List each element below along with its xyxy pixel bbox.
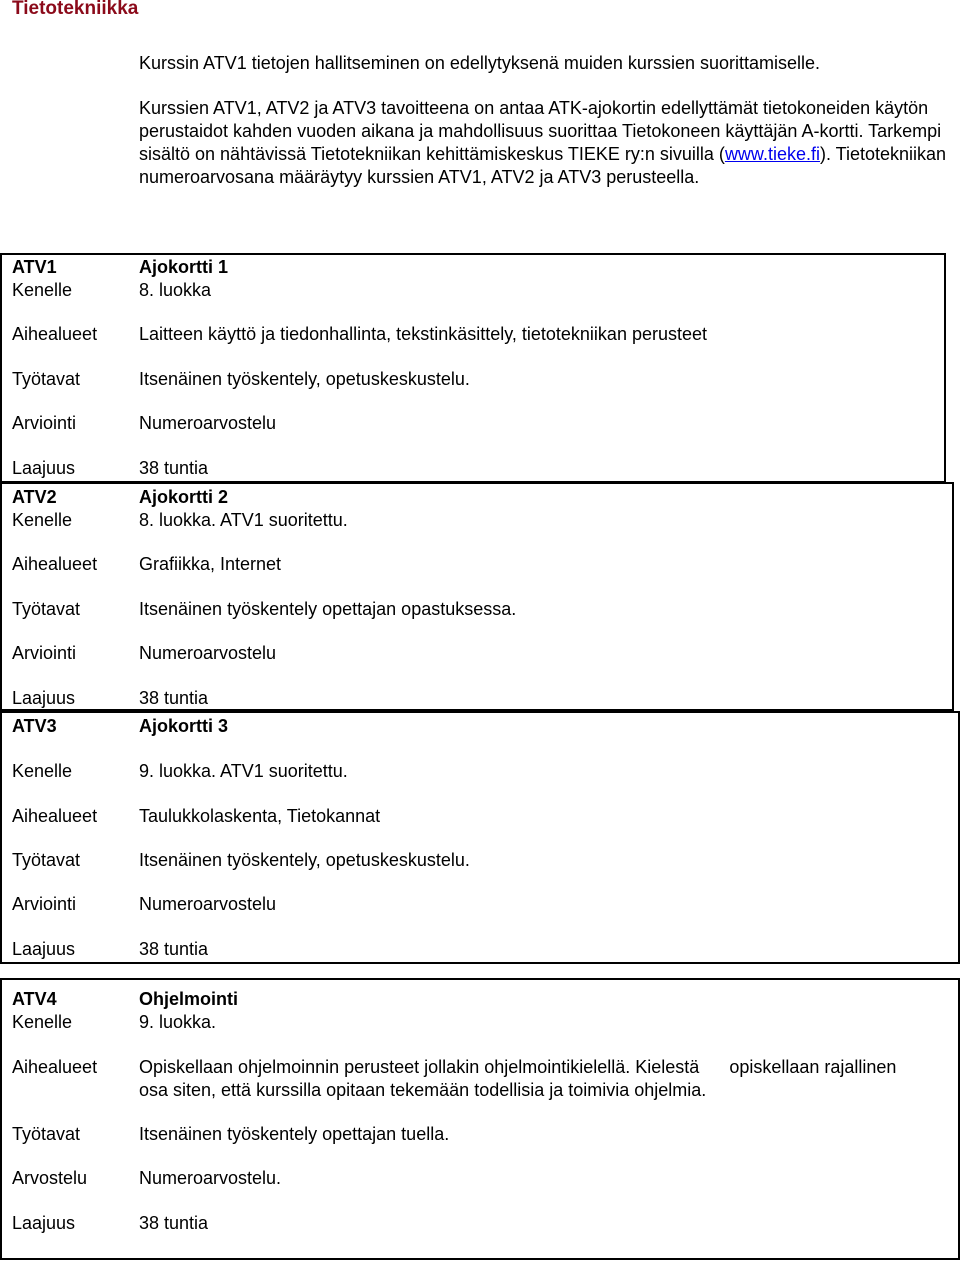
row-label: Työtavat [12, 599, 81, 619]
course-code: ATV4 [12, 989, 57, 1009]
course-row-laajuus [12, 1212, 960, 1235]
course-name: Ajokortti 1 [139, 257, 229, 277]
row-label: Arvostelu [12, 1168, 88, 1188]
course-row-laajuus [12, 938, 960, 961]
row-label: Laajuus [12, 688, 76, 708]
course-code: ATV3 [12, 716, 57, 736]
row-value: Numeroarvostelu [139, 894, 277, 914]
course-code: ATV1 [12, 257, 57, 277]
course-box-atv3 [0, 711, 960, 964]
row-value: Numeroarvostelu [139, 643, 277, 663]
course-row-kenelle [12, 279, 960, 302]
course-row-tyotavat [12, 598, 960, 621]
row-label: Kenelle [12, 510, 73, 530]
page-title: Tietotekniikka [12, 0, 139, 19]
row-value: 38 tuntia [139, 458, 209, 478]
row-label: Laajuus [12, 458, 76, 478]
row-value: Itsenäinen työskentely opettajan opastuksessa. [139, 599, 517, 619]
row-label: Aihealueet [12, 554, 98, 574]
row-value: 38 tuntia [139, 939, 209, 959]
intro-text-2a: Kurssien ATV1, ATV2 ja ATV3 tavoitteena on antaa ATK-ajokortin edellyttämät tietokoneiden käytön perustaidot kahden vuoden aikana ja mahdollisuus suorittaa Tietokoneen käyttäjän A-kortti. Tarkempi sisältö on nähtävissä Tietotekniikan kehittämiskeskus TIEKE ry:n sivuilla ( [139, 98, 942, 164]
course-row-tyotavat [12, 1123, 960, 1146]
course-row-aihealueet [12, 323, 960, 346]
row-value: Itsenäinen työskentely, opetuskeskustelu. [139, 850, 470, 870]
course-name: Ohjelmointi [139, 989, 238, 1009]
row-label: Laajuus [12, 939, 76, 959]
course-row-aihealueet [12, 553, 960, 576]
course-row-tyotavat [12, 849, 960, 872]
row-value: Itsenäinen työskentely, opetuskeskustelu. [139, 369, 470, 389]
row-label: Aihealueet [12, 1057, 98, 1077]
course-row-arviointi [12, 893, 960, 916]
row-value: 8. luokka. ATV1 suoritettu. [139, 510, 348, 530]
row-value: 9. luokka. ATV1 suoritettu. [139, 761, 348, 781]
course-code: ATV2 [12, 487, 57, 507]
row-value: 38 tuntia [139, 1213, 209, 1233]
row-label: Arviointi [12, 894, 77, 914]
course-header [12, 486, 960, 509]
row-value: Grafiikka, Internet [139, 554, 282, 574]
intro-text-1: Kurssin ATV1 tietojen hallitseminen on edellytyksenä muiden kurssien suorittamiselle. [139, 53, 821, 73]
course-row-kenelle [12, 1011, 960, 1034]
course-row-aihealueet [12, 805, 960, 828]
course-header [12, 256, 960, 279]
row-label: Laajuus [12, 1213, 76, 1233]
tieke-link[interactable]: www.tieke.fi [724, 144, 820, 164]
row-value-multiline: Opiskellaan ohjelmoinnin perusteet jollakin ohjelmointikielellä. Kielestä opiskellaan rajallinen osa siten, että kurssilla opitaan tekemään todellisia ja toimivia ohjelmia. [139, 1057, 902, 1100]
row-label: Aihealueet [12, 324, 98, 344]
course-row-tyotavat [12, 368, 960, 391]
row-label: Työtavat [12, 1124, 81, 1144]
course-row-kenelle [12, 509, 960, 532]
row-label: Aihealueet [12, 806, 98, 826]
course-header [12, 715, 960, 738]
row-value: 9. luokka. [139, 1012, 217, 1032]
course-row-arvostelu [12, 1167, 960, 1190]
intro-text-2b: ). Tietotekniikan numeroarvosana määräytyy kurssien ATV1, ATV2 ja ATV3 perusteella. [139, 144, 947, 187]
row-label: Kenelle [12, 1012, 73, 1032]
course-header [12, 988, 960, 1011]
course-name: Ajokortti 3 [139, 716, 229, 736]
intro-paragraph-1 [139, 52, 954, 75]
course-row-kenelle [12, 760, 960, 783]
course-row-laajuus [12, 457, 960, 480]
row-value: 8. luokka [139, 280, 212, 300]
course-row-arviointi [12, 642, 960, 665]
course-name: Ajokortti 2 [139, 487, 229, 507]
row-label: Arviointi [12, 413, 77, 433]
row-label: Työtavat [12, 850, 81, 870]
row-label: Kenelle [12, 280, 73, 300]
row-value: 38 tuntia [139, 688, 209, 708]
course-row-laajuus [12, 687, 960, 710]
row-label: Kenelle [12, 761, 73, 781]
row-label: Arviointi [12, 643, 77, 663]
row-value: Taulukkolaskenta, Tietokannat [139, 806, 381, 826]
row-value: Numeroarvostelu. [139, 1168, 282, 1188]
intro-paragraph-2 [139, 97, 954, 189]
row-value: Itsenäinen työskentely opettajan tuella. [139, 1124, 450, 1144]
row-label: Työtavat [12, 369, 81, 389]
course-row-arviointi [12, 412, 960, 435]
row-value: Numeroarvostelu [139, 413, 277, 433]
row-value: Laitteen käyttö ja tiedonhallinta, tekstinkäsittely, tietotekniikan perusteet [139, 324, 708, 344]
